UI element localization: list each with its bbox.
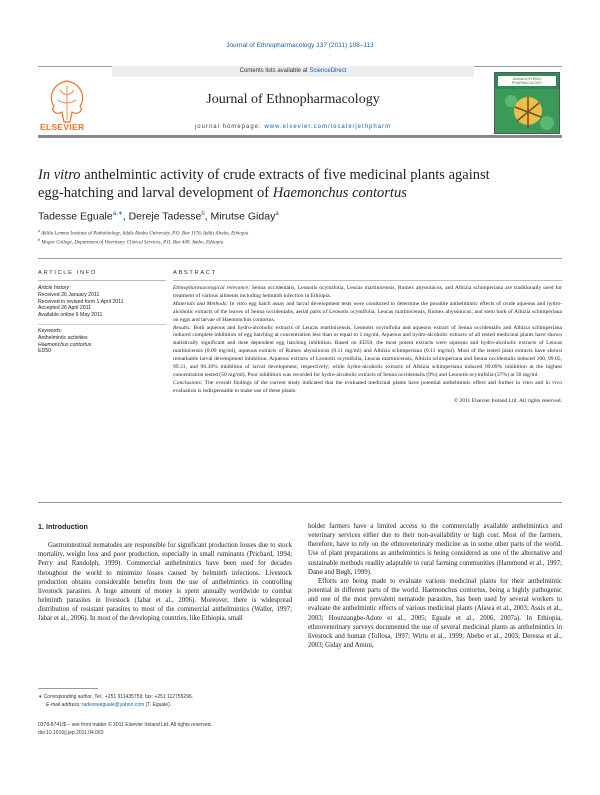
affiliation-b-text: Mogor College, Department of Veterinary Clinical Services, P.O. Box 449, Ambo, Ethiopia: [41, 240, 224, 246]
affiliation-b: $^b$ Mogor College, Department of Veterinary Clinical Services, P.O. Box 449, Ambo, Ethiopia: [38, 237, 224, 246]
article-info-heading: ARTICLE INFO: [38, 270, 98, 276]
affiliation-a: $^a$ Aklilu Lemma Institute of Pathobiology, Addis Ababa University, P.O. Box 1176, Addis Ababa, Ethiopia: [38, 228, 249, 237]
section-heading: 1. Introduction: [38, 522, 88, 531]
author-name: Tadesse Eguale: [38, 210, 113, 223]
abstract-paragraph: [173, 301, 562, 325]
abstract-paragraph: [173, 325, 562, 380]
contents-prefix: Contents lists available at: [239, 68, 310, 74]
abstract-text: Senna occidentalis, Leonotis ocymifolia, Leucas martinicensis, Rumex abyssinicus, and Albizia schimperiana are traditionally used for treatment of various ailments including helminth infection in Ethiopia.: [173, 285, 562, 299]
abstract-text: The overall findings of the current study indicated that the evaluated medicinal plants have potential anthelmintic effect and further in vitro and in vivo evaluation is indispensable to make use of these plants.: [173, 379, 562, 394]
divider: [38, 280, 166, 281]
divider: [173, 280, 562, 281]
journal-title: Journal of Ethnopharmacology: [206, 92, 380, 107]
abstract-text: Both aqueous and hydro-alcoholic extracts of Leucas martinicensis, Leonotis ocymifolia and aqueous extract of Senna occidentalis and Albizia schimperiana induced complete inhibition of egg hatching at concentration less than or equal to 1 mg/ml. Aqueous and hydro-alcoholic extracts of all tested medicinal plants have shown statistically significant and dose dependent egg hatching inhibition. Based on ED50, the most potent extracts were aqueous and hydro-alcoholic extracts of Leucas martinicensis (0.09 mg/ml), aqueous extracts of Rumex abyssinicus (0.11 mg/ml) and Albizia schimperiana (0.11 mg/ml). Most of the tested plant extracts have shown remarkable larval development inhibition. Aqueous extracts of Leonotis ocymifolia, Leucas martinicensis, Albizia schimperiana and Senna occidentalis induced 100, 99.85, 99.31, and 96.36% inhibition of larval development, respectively; while hydro-alcoholic extracts of Albizia schimperiana induced 99.09% inhibition at the highest concentration tested (50 mg/ml). Poor inhibition was recorded for hydro-alcoholic extracts of Senna occidentalis (9%) and Leonotis ocymifolia (37%) at 50 mg/ml.: [173, 324, 562, 378]
divider: [38, 502, 562, 503]
author-affiliation-mark[interactable]: b: [201, 211, 205, 217]
doi-link[interactable]: doi:10.1016/j.jep.2011.04.063: [38, 730, 104, 736]
history-item: Received in revised form 1 April 2011: [38, 298, 124, 305]
footnote-rule: [38, 688, 98, 689]
body-paragraph: holder farmers have a limited access to the commercially available anthelmintics and veterinary services either due to their non-availability or high cost. Most of the farmers, therefore, have to rely on the ethnoveterinary medicine as in some other parts of the world. Use of plant preparations as anthelmintics is being considered as one of the alternative and sustainable methods readily adaptable to rural farming communities (Hammond et al., 1997; Danø and Bøgh, 1999).: [308, 523, 562, 576]
history-item: Available online 6 May 2011: [38, 312, 103, 319]
divider: [38, 258, 562, 259]
journal-homepage: [112, 124, 474, 130]
history-item: Accepted 26 April 2011: [38, 305, 91, 312]
email-link[interactable]: tadesseeguale@yahoo.com: [82, 702, 145, 708]
title-line-1: anthelmintic activity of crude extracts of five medicinal plants against: [80, 167, 490, 183]
body-paragraph: Efforts are being made to evaluate various medicinal plants for their anthelmintic potential in different parts of the world. Haemonchus contortus, being a highly pathogenic and one of the most prevalent nematode parasites, has been used by several workers to evaluate the anthelmintic effects of various medicinal plants (Alawa et al., 2003; Assis et al., 2003; Hounzangbe-Adote et al., 2005; Eguale et al., 2006, 2007a). In Ethiopia, ethnoveterinary surveys documented the use of several medicinal plants as anthelmintics in livestock and human (Tollosa, 1997; Wirtu et al., 1999; Abebe et al., 2003; Deressa et al., 2003; Giday and Amini,: [308, 577, 562, 650]
abstract-label: Conclusions:: [173, 379, 203, 386]
sciencedirect-link[interactable]: ScienceDirect: [309, 68, 347, 74]
article-title: [38, 166, 562, 202]
keyword: Anthelmintic activities: [38, 334, 88, 341]
homepage-prefix: journal homepage:: [194, 124, 265, 130]
abstract-body: [173, 285, 562, 406]
cover-plant-illustration: [495, 89, 560, 133]
copyright: © 2011 Elsevier Ireland Ltd. All rights reserved.: [453, 397, 562, 404]
journal-cover-image: [494, 72, 560, 134]
abstract-label: Materials and Methods:: [173, 300, 228, 307]
keywords-label: Keywords:: [38, 327, 63, 334]
body-column-right: [308, 522, 562, 650]
keyword: ED50: [38, 348, 51, 355]
history-item: Received 26 January 2011: [38, 291, 100, 298]
title-italic-1: In vitro: [38, 167, 81, 183]
abstract-text: In vitro egg hatch assay and larval development tests were conducted to determine the possible anthelmintic effects of crude aqueous and hydro-alcoholic extracts of the leaves of Senna occidentalis, aerial parts of Leonotis ocymifolia, Leucas martinicensis, Rumex abyssinicus, and stem bark of Albizia schimperiana on eggs and larvae of Haemonchus contortus.: [173, 300, 562, 323]
publisher-name: ELSEVIER: [40, 122, 85, 132]
author-list: [38, 210, 279, 223]
article-info: [38, 285, 166, 355]
journal-reference: Journal of Ethnopharmacology 137 (2011) 108–113: [226, 42, 374, 49]
cover-title: Journal of ETHNO-PHARMACOLOGY: [498, 76, 556, 86]
author-name: , Mirutse Giday: [204, 210, 276, 223]
author-name: , Dereje Tadesse: [122, 210, 202, 223]
abstract-label: Results:: [173, 324, 192, 331]
email-label: E-mail address:: [46, 702, 83, 708]
email-note: [46, 702, 300, 709]
body-column-left: [38, 522, 292, 624]
homepage-url-link[interactable]: www.elsevier.com/locate/jethpharm: [264, 124, 392, 130]
keyword: Haemonchus contortus: [38, 341, 92, 348]
abstract-paragraph: [173, 285, 562, 301]
body-paragraph: Gastrointestinal nematodes are responsible for significant production losses due to stock mortality, weight loss and poor production, especially in small ruminants (Prichard, 1994; Perry and Randolph, 1999). Commercial anthelmintics have been used for decades throughout the world to minimize losses caused by helminth infections. Livestock production obtains considerable benefits from the use of anthelmintics in controlling livestock parasites. A huge amount of money is spent annually worldwide to combat helminth parasites in livestock (Jabar et al., 2006). Moreover, there is widespread distribution of resistant parasites to most of the commercial anthelmintics (Waller, 1997; Jabar et al., 2006). In most of the developing countries, like Ethiopia, small: [38, 542, 292, 623]
issn-line: 0378-8741/$ – see front matter © 2011 Elsevier Ireland Ltd. All rights reserved.: [38, 722, 212, 728]
abstract-label: Ethnopharmacological relevance:: [173, 285, 250, 291]
author-affiliation-mark[interactable]: a,∗: [112, 211, 123, 217]
corresponding-author-note: ∗ Corresponding author. Tel.: +251 911435759; fax: +251 112755296.: [38, 694, 194, 700]
contents-line: [112, 66, 474, 77]
divider: [38, 324, 166, 325]
abstract-paragraph: [173, 380, 562, 396]
history-label: Article history:: [38, 285, 71, 291]
email-suffix: (T. Eguale).: [144, 702, 172, 708]
author-affiliation-mark[interactable]: a: [275, 211, 279, 217]
title-italic-2: Haemonchus contortus: [272, 185, 407, 201]
abstract-heading: ABSTRACT: [173, 270, 217, 276]
title-line-2: egg-hatching and larval development of: [38, 185, 273, 201]
affiliation-a-text: Aklilu Lemma Institute of Pathobiology, Addis Ababa University, P.O. Box 1176, Addis Ababa, Ethiopia: [41, 231, 249, 237]
